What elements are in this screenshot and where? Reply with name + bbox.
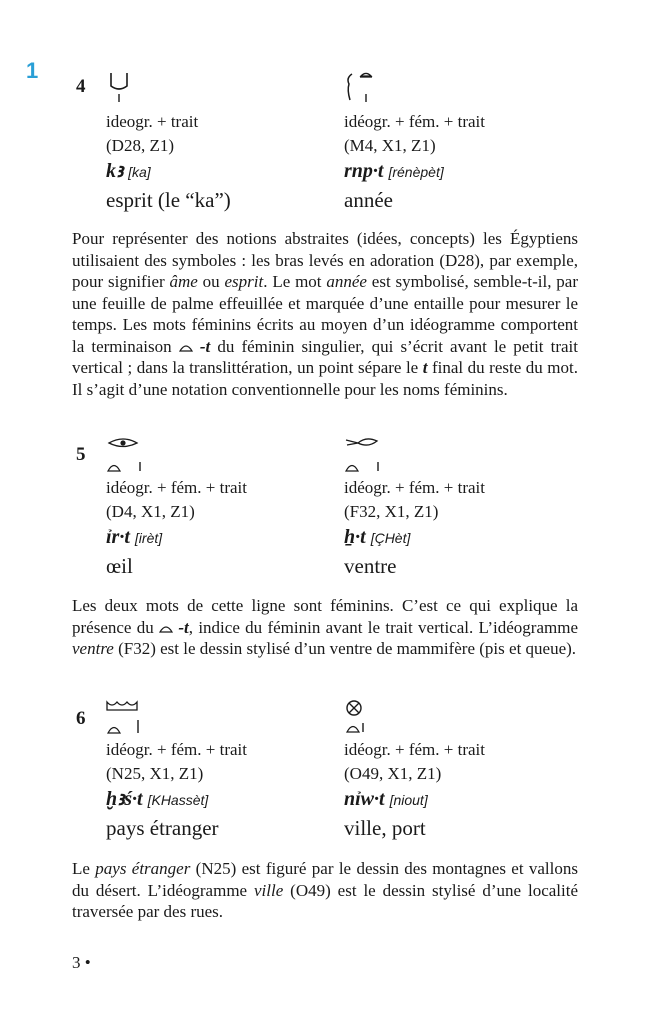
entry-number: 4 [76, 76, 86, 97]
transliteration: nỉw·t [niout] [344, 788, 428, 810]
belly-icon [344, 436, 579, 476]
bread-loaf-icon [179, 336, 193, 346]
ka-arms-icon [106, 70, 341, 110]
sign-codes: (D28, Z1) [106, 136, 174, 155]
transliteration: ỉr·t [irèt] [106, 526, 163, 548]
sign-type: idéogr. + fém. + trait [344, 478, 485, 497]
entry-right-column [344, 436, 579, 580]
transliteration: rnp·t [rénèpèt] [344, 160, 444, 182]
transliteration: ẖ·t [ÇHèt] [344, 526, 411, 548]
paragraph-1: Pour représenter des notions abstraites (idées, concepts) les Égyptiens utilisaient des symboles : les bras levés en adoration (D28), par exemple, pour signifier âme ou esprit. Le mot année est symbolisé, semble-t-il, par une feuille de palme effeuillée et marquée d’une entaille pour mesurer le temps. Les mots féminins écrits au moyen d’un idéogramme comportent la terminaison -t du féminin singulier, qui s’écrit avant le petit trait vertical ; dans la translittération, un point sépare le t final du reste du mot. Il s’agit d’une notation conventionnelle pour les noms féminins. [72, 229, 579, 399]
sign-codes: (F32, X1, Z1) [344, 502, 439, 521]
entry-left-column [106, 436, 341, 580]
page-number: 3 • [72, 953, 91, 972]
meaning: ville, port [344, 816, 426, 840]
entry-right-column [344, 70, 579, 214]
entry-left-column [106, 698, 341, 842]
entry-4 [72, 70, 582, 220]
paragraph-2: Les deux mots de cette ligne sont féminins. C’est ce qui explique la présence du -t, indice du féminin avant le trait vertical. L’idéogramme ventre (F32) est le dessin stylisé d’un ventre de mammifère (pis et queue). [72, 596, 579, 658]
meaning: ventre [344, 554, 397, 578]
transliteration: ḫꜣś·t [KHassèt] [106, 788, 209, 810]
meaning: œil [106, 554, 133, 578]
entry-right-column [344, 698, 579, 842]
sign-type: ideogr. + trait [106, 112, 199, 131]
entry-left-column [106, 70, 341, 214]
eye-icon [106, 436, 341, 476]
meaning: année [344, 188, 393, 212]
sign-codes: (M4, X1, Z1) [344, 136, 436, 155]
sign-type: idéogr. + fém. + trait [106, 740, 247, 759]
hills-icon [106, 698, 341, 738]
meaning: esprit (le “ka”) [106, 188, 231, 212]
transliteration: kꜣ [ka] [106, 160, 151, 182]
bread-loaf-icon [159, 617, 173, 627]
sign-type: idéogr. + fém. + trait [106, 478, 247, 497]
entry-number: 5 [76, 444, 86, 465]
paragraph-3: Le pays étranger (N25) est figuré par le dessin des montagnes et vallons du désert. L’idéogramme ville (O49) est le dessin stylisé d’une localité traversée par des rues. [72, 859, 578, 921]
sign-codes: (N25, X1, Z1) [106, 764, 204, 783]
entry-number: 6 [76, 708, 86, 729]
meaning: pays étranger [106, 816, 219, 840]
sign-codes: (D4, X1, Z1) [106, 502, 195, 521]
sign-type: idéogr. + fém. + trait [344, 112, 485, 131]
entry-6 [72, 698, 582, 848]
chapter-number: 1 [26, 58, 39, 83]
town-icon [344, 698, 579, 738]
palm-rib-icon [344, 70, 579, 110]
entry-5 [72, 436, 582, 586]
sign-codes: (O49, X1, Z1) [344, 764, 442, 783]
sign-type: idéogr. + fém. + trait [344, 740, 485, 759]
